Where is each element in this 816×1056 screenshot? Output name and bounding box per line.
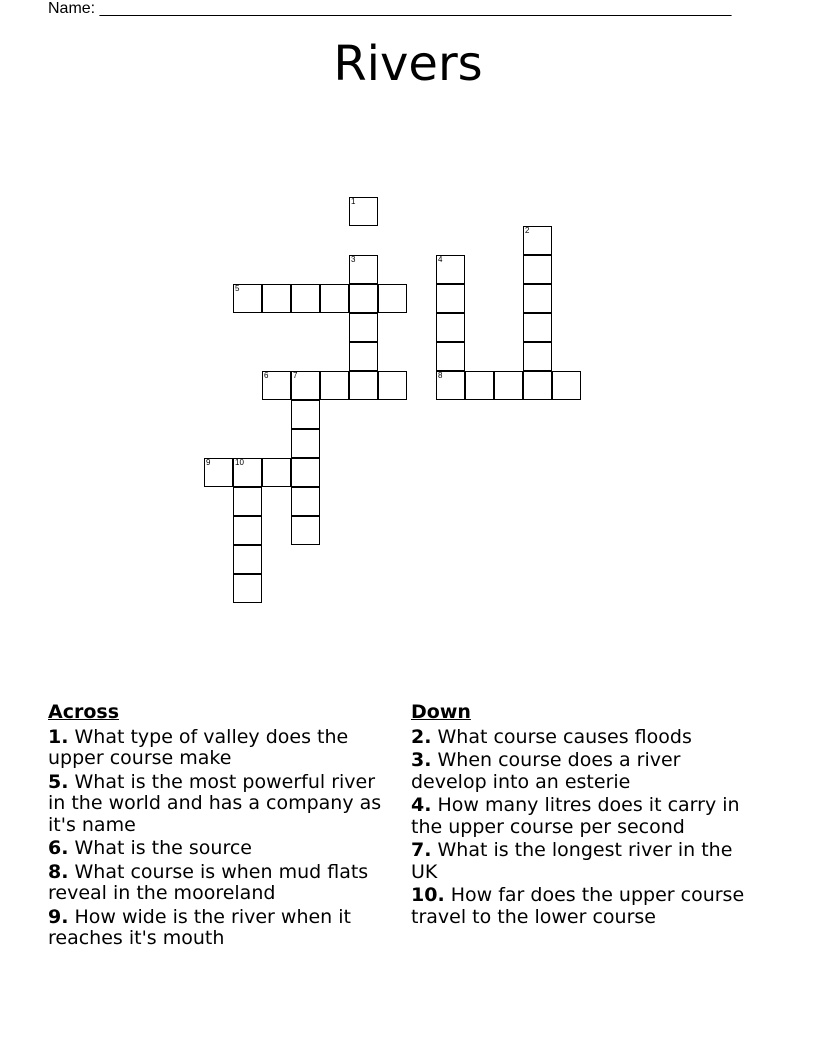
grid-cell[interactable] (523, 342, 552, 371)
cell-number: 10 (235, 458, 244, 467)
cell-number: 5 (235, 284, 240, 293)
grid-cell[interactable] (233, 545, 262, 574)
clue-across-8: 8. What course is when mud flats reveal in the mooreland (48, 860, 369, 904)
grid-cell[interactable] (494, 371, 523, 400)
grid-cell[interactable] (523, 255, 552, 284)
clue-across-9: 9. How wide is the river when it reaches it's mouth (48, 905, 351, 949)
grid-cell[interactable] (233, 487, 262, 516)
grid-cell[interactable] (262, 458, 291, 487)
grid-cell[interactable] (233, 284, 262, 313)
grid-cell[interactable] (233, 458, 262, 487)
grid-cell[interactable] (291, 371, 320, 400)
grid-cell[interactable] (378, 371, 407, 400)
grid-cell[interactable] (262, 284, 291, 313)
grid-cell[interactable] (233, 516, 262, 545)
grid-cell[interactable] (291, 487, 320, 516)
grid-cell[interactable] (291, 429, 320, 458)
grid-cell[interactable] (523, 226, 552, 255)
grid-cell[interactable] (291, 458, 320, 487)
clue-down-2: 2. What course causes floods (411, 725, 692, 748)
grid-cell[interactable] (349, 284, 378, 313)
puzzle-title: Rivers (333, 36, 483, 92)
grid-cell[interactable] (262, 371, 291, 400)
grid-cell[interactable] (465, 371, 494, 400)
grid-cell[interactable] (523, 371, 552, 400)
grid-cell[interactable] (291, 516, 320, 545)
grid-cell[interactable] (349, 255, 378, 284)
grid-cell[interactable] (523, 284, 552, 313)
grid-cell[interactable] (436, 255, 465, 284)
cell-number: 8 (438, 371, 443, 380)
cell-number: 1 (351, 197, 356, 206)
grid-cell[interactable] (320, 371, 349, 400)
down-clues (411, 702, 761, 930)
grid-cell[interactable] (378, 284, 407, 313)
across-clues (48, 702, 388, 952)
clue-across-1: 1. What type of valley does the upper course make (48, 725, 349, 769)
cell-number: 9 (206, 458, 211, 467)
cell-number: 7 (293, 371, 298, 380)
clue-across-5: 5. What is the most powerful river in the world and has a company as it's name (48, 770, 382, 836)
down-heading: Down (411, 701, 471, 723)
name-blank[interactable]: _______________________________________________________________________ (99, 0, 732, 17)
grid-cell[interactable] (436, 371, 465, 400)
grid-cell[interactable] (436, 284, 465, 313)
clue-across-6: 6. What is the source (48, 837, 252, 859)
grid-cell[interactable] (349, 313, 378, 342)
grid-cell[interactable] (523, 313, 552, 342)
cell-number: 4 (438, 255, 443, 264)
grid-cell[interactable] (552, 371, 581, 400)
grid-cell[interactable] (233, 574, 262, 603)
grid-cell[interactable] (349, 342, 378, 371)
across-heading: Across (48, 701, 120, 723)
clue-down-7: 7. What is the longest river in the UK (411, 839, 733, 883)
grid-cell[interactable] (291, 400, 320, 429)
grid-cell[interactable] (291, 284, 320, 313)
clue-down-10: 10. How far does the upper course travel to the lower course (411, 884, 745, 928)
clue-down-4: 4. How many litres does it carry in the upper course per second (411, 794, 740, 838)
cell-number: 6 (264, 371, 269, 380)
grid-cell[interactable] (349, 371, 378, 400)
clue-down-3: 3. When course does a river develop into an esterie (411, 749, 681, 793)
cell-number: 3 (351, 255, 356, 264)
grid-cell[interactable] (204, 458, 233, 487)
grid-cell[interactable] (436, 342, 465, 371)
grid-cell[interactable] (320, 284, 349, 313)
name-label: Name: (48, 0, 100, 17)
cell-number: 2 (525, 226, 530, 235)
grid-cell[interactable] (349, 197, 378, 226)
grid-cell[interactable] (436, 313, 465, 342)
